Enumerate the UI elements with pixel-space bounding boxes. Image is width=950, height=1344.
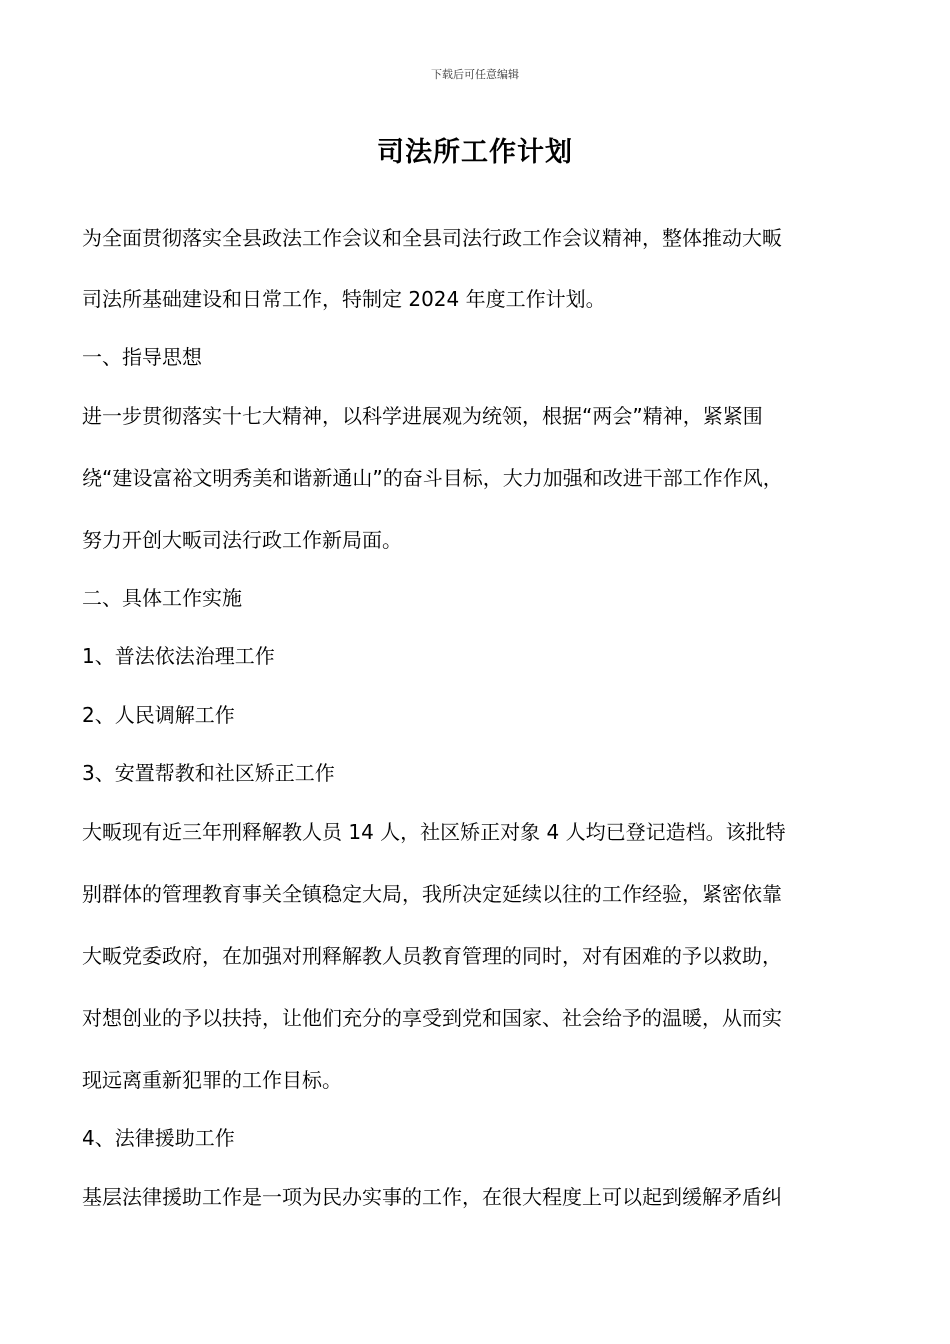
paragraph-line: 大畈党委政府，在加强对刑释解教人员教育管理的同时，对有困难的予以救助， — [82, 944, 782, 968]
subsection-heading: 2、人民调解工作 — [82, 703, 235, 727]
paragraph-line: 进一步贯彻落实十七大精神，以科学进展观为统领，根据“两会”精神，紧紧围 — [82, 404, 763, 428]
paragraph-line: 现远离重新犯罪的工作目标。 — [82, 1068, 342, 1092]
paragraph-line: 司法所基础建设和日常工作，特制定 2024 年度工作计划。 — [82, 287, 606, 311]
section-heading: 一、指导思想 — [82, 345, 202, 369]
header-note: 下载后可任意编辑 — [431, 68, 519, 81]
subsection-heading: 3、安置帮教和社区矫正工作 — [82, 761, 335, 785]
subsection-heading: 1、普法依法治理工作 — [82, 644, 275, 668]
section-heading: 二、具体工作实施 — [82, 586, 242, 610]
paragraph-line: 对想创业的予以扶持，让他们充分的享受到党和国家、社会给予的温暖，从而实 — [82, 1006, 782, 1030]
paragraph-line: 为全面贯彻落实全县政法工作会议和全县司法行政工作会议精神，整体推动大畈 — [82, 226, 782, 250]
paragraph-line: 基层法律援助工作是一项为民办实事的工作，在很大程度上可以起到缓解矛盾纠 — [82, 1185, 782, 1209]
document-title: 司法所工作计划 — [377, 137, 573, 168]
paragraph-line: 绕“建设富裕文明秀美和谐新通山”的奋斗目标，大力加强和改进干部工作作风， — [82, 466, 783, 490]
subsection-heading: 4、法律援助工作 — [82, 1126, 235, 1150]
paragraph-line: 别群体的管理教育事关全镇稳定大局，我所决定延续以往的工作经验，紧密依靠 — [82, 882, 782, 906]
paragraph-line: 努力开创大畈司法行政工作新局面。 — [82, 528, 402, 552]
paragraph-line: 大畈现有近三年刑释解教人员 14 人，社区矫正对象 4 人均已登记造档。该批特 — [82, 820, 786, 844]
